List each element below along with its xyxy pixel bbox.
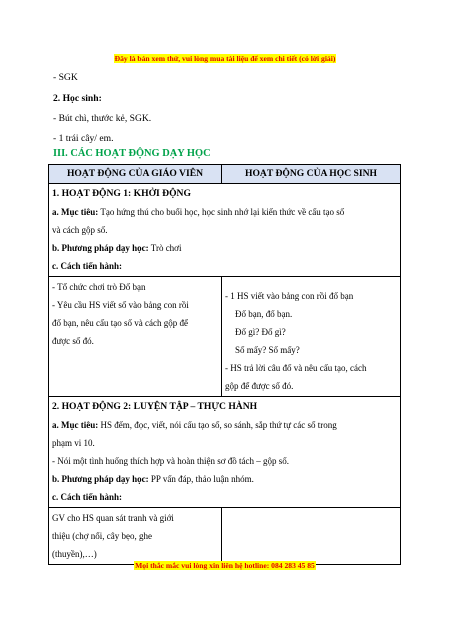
student-item: - Bút chì, thước kẻ, SGK. — [53, 113, 152, 124]
teacher-column-header: HOẠT ĐỘNG CỦA GIÁO VIÊN — [49, 165, 222, 184]
teacher-line: (thuyền),…) — [52, 549, 97, 559]
activity1-method — [52, 239, 397, 257]
teacher-line: thiệu (chợ nổi, cây bẹo, ghe — [52, 531, 152, 541]
goal-label: a. Mục tiêu: — [52, 420, 99, 430]
goal-text-continued: phạm vi 10. — [52, 438, 95, 448]
activity2-info — [49, 397, 401, 508]
student-column-header: HOẠT ĐỘNG CỦA HỌC SINH — [222, 165, 401, 184]
activity1-info — [49, 184, 401, 277]
student-item: - 1 trái cây/ em. — [53, 133, 114, 144]
goal-text-continued: - Nói một tình huống thích hợp và hoàn thiện sơ đồ tách – gộp số. — [52, 456, 289, 466]
hotline-banner — [0, 561, 450, 570]
sgk-item: - SGK — [53, 72, 78, 83]
teacher-line: - Yêu cầu HS viết số vào bảng con rồi — [52, 300, 189, 310]
teacher-line: - Tổ chức chơi trò Đố bạn — [52, 282, 146, 292]
student-line: - HS trả lời câu đố và nêu cấu tạo, cách — [225, 363, 367, 373]
student-line: Số mấy? Số mấy? — [235, 345, 300, 355]
goal-label: a. Mục tiêu: — [52, 207, 99, 217]
activity1-student-cell — [222, 277, 401, 397]
section-title: III. CÁC HOẠT ĐỘNG DẠY HỌC — [53, 148, 211, 159]
student-heading: 2. Học sinh: — [53, 93, 102, 104]
method-text: Trò chơi — [148, 243, 182, 253]
activity2-info-row — [49, 397, 401, 508]
goal-text: HS đếm, đọc, viết, nói cấu tạo số, so sánh, sắp thứ tự các số trong — [98, 420, 337, 430]
table-header-row — [49, 165, 401, 184]
activity1-goal — [52, 203, 397, 221]
preview-banner-text: Đây là bản xem thử, vui lòng mua tài liệu để xem chi tiết (có lời giải) — [114, 54, 336, 63]
student-line: - 1 HS viết vào bảng con rồi đố bạn — [225, 291, 354, 301]
activity2-teacher-cell — [49, 508, 222, 565]
student-line: gộp để được số đó. — [225, 381, 294, 391]
hotline-banner-text: Mọi thắc mắc vui lòng xin liên hệ hotline: 084 283 45 85 — [135, 561, 315, 570]
activity2-detail-row — [49, 508, 401, 565]
preview-banner — [0, 54, 450, 63]
activity1-info-row — [49, 184, 401, 277]
process-label: c. Cách tiến hành: — [52, 261, 123, 271]
student-line: Đố bạn, đố bạn. — [235, 309, 293, 319]
teacher-line: đố bạn, nêu cấu tạo số và cách gộp để — [52, 318, 188, 328]
activity2-method — [52, 470, 397, 488]
method-text: PP vấn đáp, thảo luận nhóm. — [148, 474, 254, 484]
lesson-activity-table — [48, 164, 401, 565]
activity1-title: 1. HOẠT ĐỘNG 1: KHỞI ĐỘNG — [52, 188, 191, 199]
goal-text-continued: và cách gộp số. — [52, 225, 108, 235]
goal-text: Tạo hứng thú cho buổi học, học sinh nhớ lại kiến thức về cấu tạo số — [98, 207, 345, 217]
activity2-title: 2. HOẠT ĐỘNG 2: LUYỆN TẬP – THỰC HÀNH — [52, 401, 258, 412]
student-line: Đố gì? Đố gì? — [235, 327, 286, 337]
activity1-teacher-cell — [49, 277, 222, 397]
method-label: b. Phương pháp dạy học: — [52, 243, 149, 253]
teacher-line: GV cho HS quan sát tranh và giới — [52, 513, 174, 523]
activity2-goal — [52, 416, 397, 434]
method-label: b. Phương pháp dạy học: — [52, 474, 149, 484]
activity1-detail-row — [49, 277, 401, 397]
teacher-line: được số đó. — [52, 336, 94, 346]
activity2-student-cell — [222, 508, 401, 565]
process-label: c. Cách tiến hành: — [52, 492, 123, 502]
